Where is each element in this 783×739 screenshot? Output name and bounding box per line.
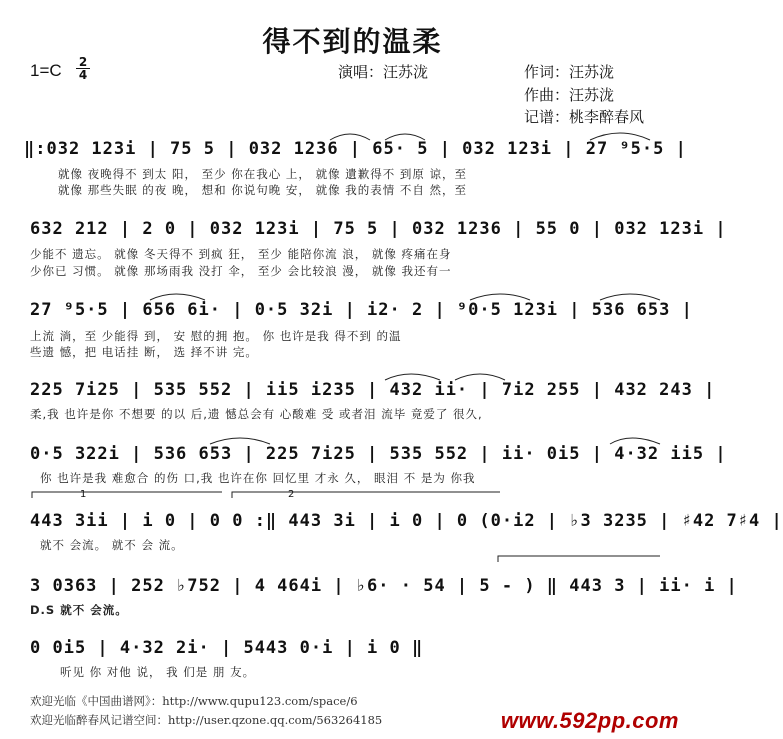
footer-link-2[interactable]: 欢迎光临醉春风记谱空间：http://user.qzone.qq.com/563264185 [30, 713, 383, 727]
composer-credit: 作曲：汪苏泷 [524, 86, 615, 104]
key-signature: 1=C [30, 61, 62, 80]
lyric-line-2a: 少能不 遗忘。 就像 冬天得不 到疯 狂， 至少 能陪你流 浪， 就像 疼痛在身 [30, 247, 452, 261]
singer-credit: 演唱：汪苏泷 [338, 63, 429, 81]
lyric-line-8a: 听见 你 对他 说， 我 们是 朋 友。 [60, 665, 256, 679]
lyricist-credit: 作词：汪苏泷 [524, 63, 615, 81]
lyric-line-2b: 少你已 习惯。 就像 那场雨我 没打 伞， 至少 会比较浪 漫， 就像 我还有一 [30, 264, 452, 278]
song-title: 得不到的温柔 [262, 25, 443, 58]
time-signature: 2 4 [76, 56, 90, 81]
lyric-line-3a: 上流 淌，至 少能得 到， 安 慰的拥 抱。 你 也许是我 得不到 的温 [30, 329, 402, 343]
score-line-7: 3 0363 | 252 ♭752 | 4 464i | ♭6· · 54 | 5 - ) ‖ 443 3 | ii· i | [30, 576, 738, 596]
score-line-8: 0 0i5 | 4·32 2i· | 5443 0·i | i 0 ‖ [30, 638, 424, 658]
score-line-3: 27 ⁹5·5 | 656 6i· | 0·5 32i | i2· 2 | ⁹0·5 123i | 536 653 | [30, 300, 693, 320]
score-line-6: 443 3ii | i 0 | 0 0 :‖ 443 3i | i 0 | 0 (0·i2 | ♭3 3235 | ♯42 7♯4 | [30, 511, 783, 531]
lyric-line-1a: 就像 夜晚得不 到太 阳， 至少 你在我心 上， 就像 遺歉得不 到原 谅，至 [58, 167, 468, 181]
lyric-line-4a: 柔,我 也许是你 不想要 的以 后,遗 憾总会有 心酸难 受 或者泪 流毕 竟爱了 很久, [30, 407, 483, 421]
lyric-line-3b: 些遗 憾，把 电话挂 断， 选 择不讲 完。 [30, 345, 258, 359]
score-line-2: 632 212 | 2 0 | 032 123i | 75 5 | 032 1236 | 55 0 | 032 123i | [30, 219, 727, 239]
volta-2-label: 2 [288, 489, 295, 500]
lyric-line-7a: D.S 就不 会流。 [30, 603, 128, 617]
footer-link-1[interactable]: 欢迎光临《中国曲谱网》：http://www.qupu123.com/space/6 [30, 694, 358, 708]
lyric-line-5a: 你 也许是我 难愈合 的伤 口,我 也许在你 回忆里 才永 久， 眼泪 不 是为 你我 [40, 471, 476, 485]
lyric-line-6a: 就不 会流。 就不 会 流。 [40, 538, 184, 552]
transcriber-credit: 记谱：桃李醉春风 [524, 108, 645, 126]
score-line-4: 225 7i25 | 535 552 | ii5 i235 | 432 ii· | 7i2 255 | 432 243 | [30, 380, 716, 400]
site-watermark: www.592pp.com [500, 708, 679, 733]
score-line-5: 0·5 322i | 536 653 | 225 7i25 | 535 552 | ii· 0i5 | 4·32 ii5 | [30, 444, 727, 464]
score-line-1: ‖:032 123i | 75 5 | 032 1236 | 65· 5 | 032 123i | 27 ⁹5·5 | [24, 139, 687, 159]
lyric-line-1b: 就像 那些失眠 的夜 晚， 想和 你说句晚 安， 就像 我的表情 不自 然，至 [58, 183, 468, 197]
volta-1-label: 1 [80, 489, 87, 500]
